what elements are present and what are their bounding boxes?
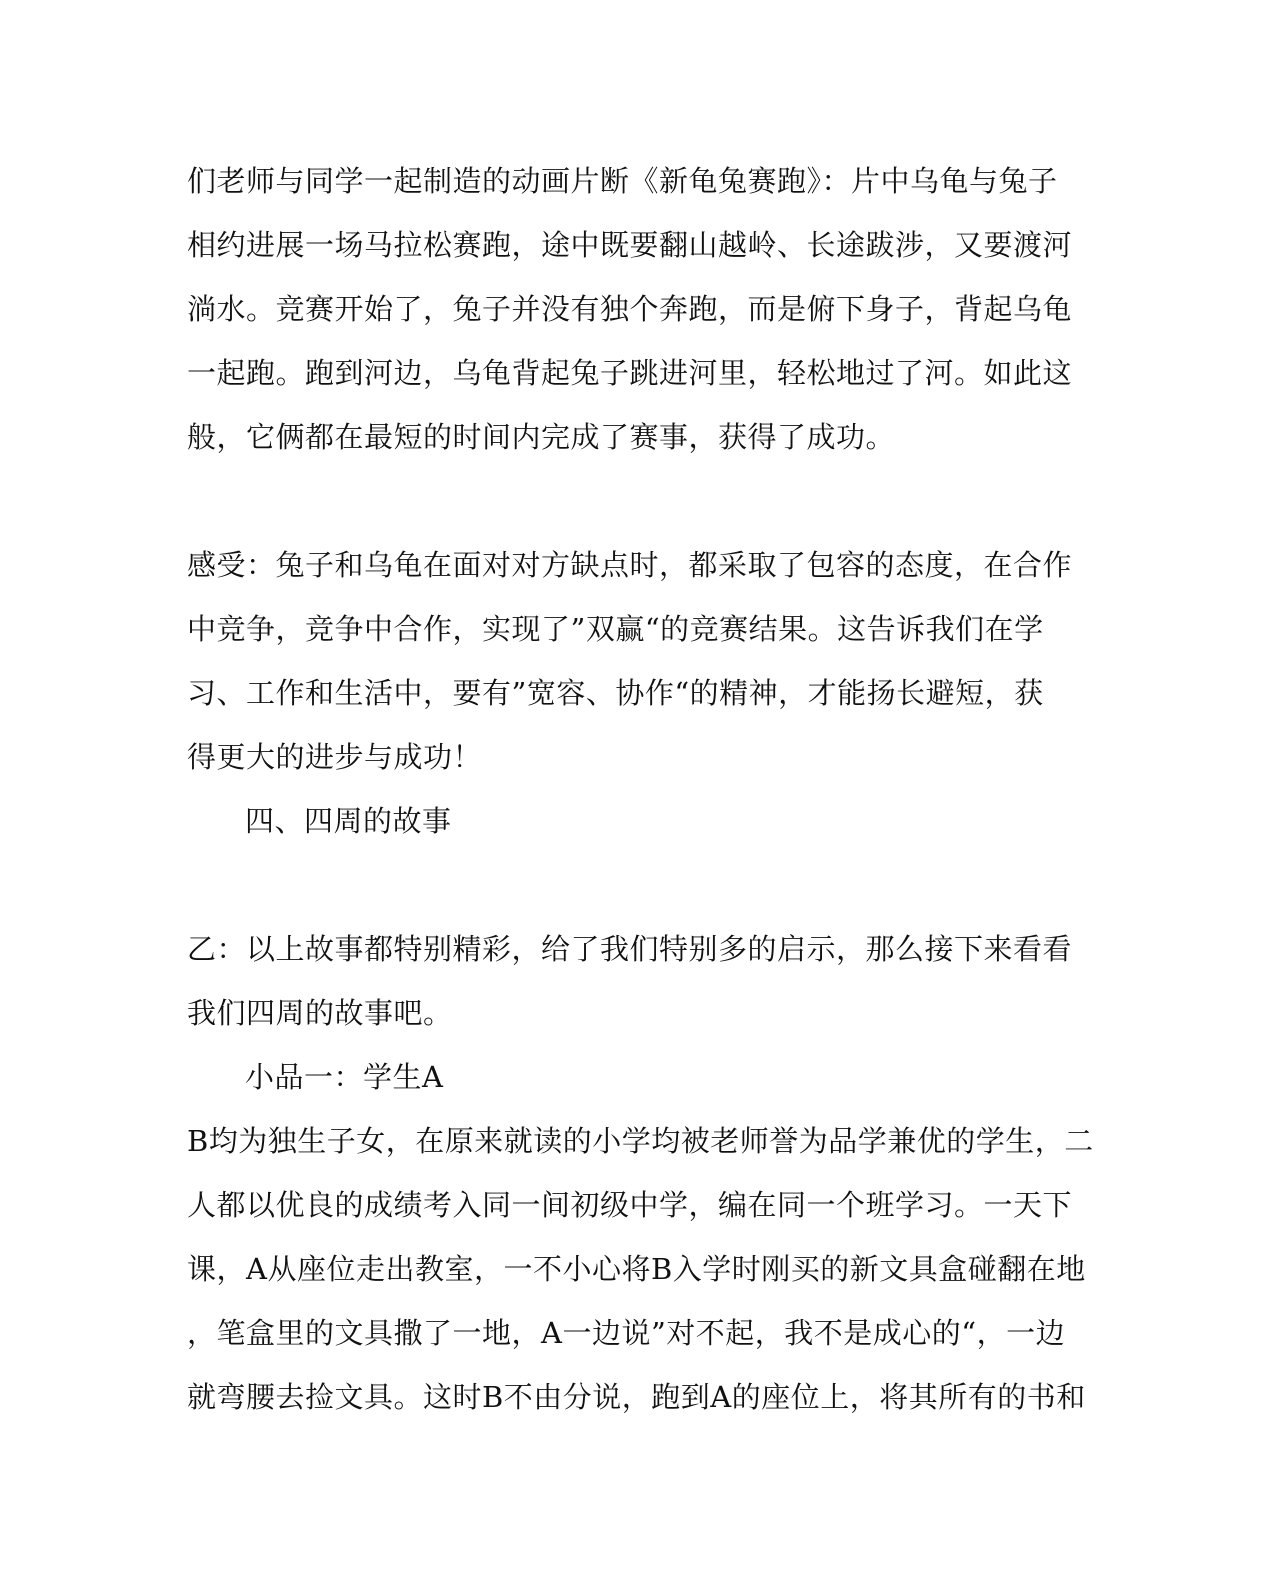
- text-line: 们老师与同学一起制造的动画片断《新龟兔赛跑》：片中乌龟与兔子: [187, 164, 1058, 198]
- section-heading: 四、四周的故事: [245, 804, 452, 838]
- text-line: 课，A从座位走出教室，一不小心将B入学时刚买的新文具盒碰翻在地: [187, 1252, 1086, 1286]
- text-line: B均为独生子女，在原来就读的小学均被老师誉为品学兼优的学生，二: [187, 1124, 1094, 1158]
- text-line: ，笔盒里的文具撒了一地，A一边说”对不起，我不是成心的“，一边: [187, 1316, 1066, 1350]
- text-line: 一起跑。跑到河边，乌龟背起兔子跳进河里，轻松地过了河。如此这: [187, 356, 1073, 390]
- text-line: 相约进展一场马拉松赛跑，途中既要翻山越岭、长途跋涉，又要渡河: [187, 228, 1073, 262]
- text-line: 得更大的进步与成功！: [187, 740, 483, 774]
- text-line: 乙：以上故事都特别精彩，给了我们特别多的启示，那么接下来看看: [187, 932, 1073, 966]
- text-line: 中竞争，竞争中合作，实现了”双赢“的竞赛结果。这告诉我们在学: [187, 612, 1044, 646]
- text-line: 就弯腰去捡文具。这时B不由分说，跑到A的座位上，将其所有的书和: [187, 1380, 1086, 1414]
- text-line: 般，它俩都在最短的时间内完成了赛事，获得了成功。: [187, 420, 896, 454]
- text-line: 人都以优良的成绩考入同一间初级中学，编在同一个班学习。一天下: [187, 1188, 1073, 1222]
- text-line: 习、工作和生活中，要有”宽容、协作“的精神，才能扬长避短，获: [187, 676, 1044, 710]
- text-line: 我们四周的故事吧。: [187, 996, 453, 1030]
- text-line: 淌水。竞赛开始了，兔子并没有独个奔跑，而是俯下身子，背起乌龟: [187, 292, 1073, 326]
- subsection-heading: 小品一：学生A: [245, 1060, 444, 1094]
- text-line: 感受：兔子和乌龟在面对对方缺点时，都采取了包容的态度，在合作: [187, 548, 1073, 582]
